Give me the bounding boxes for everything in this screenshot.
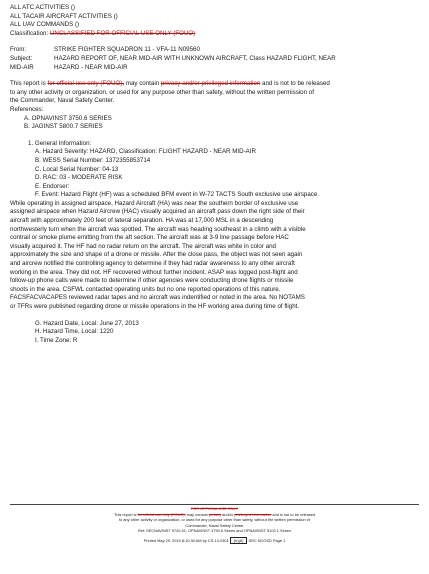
distribution-line: ALL ATC ACTIVITIES () bbox=[10, 4, 75, 11]
release-notice bbox=[10, 80, 419, 106]
general-info-item: B. WESS Serial Number: 1372355853714 bbox=[35, 156, 151, 164]
footer-printed: Printed May 29, 2019 8:10:30 AM by CS-13-0301 bbox=[143, 537, 229, 543]
notice-text: This report is bbox=[10, 80, 46, 88]
classification-value: UNCLASSIFIED FOR OFFICIAL USE ONLY (FOUO) bbox=[49, 29, 196, 37]
subject-value: HAZARD REPORT OF, NEAR MID-AIR WITH UNKNOWN AIRCRAFT, Class HAZARD FLIGHT, NEAR bbox=[54, 54, 336, 62]
time-zone: I. Time Zone: R bbox=[35, 336, 78, 344]
event-line: northwesterly turn when the aircraft was spotted. The aircraft was heading southeast in a climb with a visible bbox=[10, 225, 306, 233]
subject-line-2 bbox=[10, 64, 419, 73]
from-label: From: bbox=[10, 46, 27, 54]
subject-line bbox=[10, 55, 419, 64]
notice-line: the Commander, Naval Safety Center. bbox=[10, 97, 115, 105]
footer-divider bbox=[10, 504, 419, 505]
event-line: follow-up phone calls were made to determine if other agencies were conducting drone flights or missile bbox=[10, 277, 294, 285]
general-info-item: C. Local Serial Number: 04-13 bbox=[35, 165, 119, 173]
event-line: approximately the size and shape of a drone or missile. After the close pass, the object was not seen again bbox=[10, 251, 303, 259]
footer-line: Commander, Naval Safety Center bbox=[185, 522, 244, 528]
distribution-line: ALL UAV COMMANDS () bbox=[10, 21, 80, 29]
footer-pages: SRC NCOSD Page 1 bbox=[248, 537, 286, 543]
general-info-item: D. RAC: 03 - MODERATE RISK bbox=[35, 174, 123, 182]
references-label: References: bbox=[10, 105, 44, 113]
notice-line: to any other activity or organization, or used for any purpose other than safety, without the written permission of bbox=[10, 88, 314, 96]
classification-line bbox=[10, 30, 419, 39]
footer-text: and is not to be released bbox=[271, 511, 316, 517]
event-line: working in the area. They did not. HF recovered without further incident. ASAP was logged post-flight and bbox=[10, 268, 298, 276]
hazard-time: H. Hazard Time, Local: 1220 bbox=[35, 328, 114, 336]
event-line: assigned airspace when Hazard Aircrew (HAC) visually acquired an aircraft pass down the right side of their bbox=[10, 208, 305, 216]
notice-text: and is not to be released bbox=[260, 80, 330, 88]
footer-banner: FOR OFFICIAL USE ONLY bbox=[190, 506, 239, 511]
event-line: visually acquired it. The HF had no radar return on the aircraft. The aircraft was white in color and bbox=[10, 242, 276, 250]
subject-label: Subject: bbox=[10, 54, 33, 62]
page-footer bbox=[0, 506, 429, 544]
hazard-date: G. Hazard Date, Local: June 27, 2013 bbox=[35, 319, 139, 327]
reference-item: A. OPNAVINST 3750.6 SERIES bbox=[24, 114, 112, 122]
footer-line: to any other activity or organization, or used for any purpose other than safety, without the written permission of bbox=[118, 517, 311, 523]
footer-privileged: privileged information bbox=[234, 511, 272, 517]
footer-redaction-box: (b)(6) bbox=[230, 537, 248, 544]
event-narrative-body bbox=[10, 208, 419, 311]
footer-text: and/or bbox=[221, 511, 235, 517]
event-line: and aircrew notified the controlling agency to determine if they had radar awareness to any other aircraft bbox=[10, 260, 295, 268]
event-line: contrail or smoke plume emitting from the aft section. The aircraft was at 3-9 line passage before HAC bbox=[10, 234, 289, 242]
distribution-line: ALL TACAIR AIRCRAFT ACTIVITIES () bbox=[10, 12, 118, 20]
footer-text: may contain bbox=[185, 511, 209, 517]
event-line: or TFRs were published regarding drone or missile operations in the HF working area during time of flight. bbox=[10, 303, 300, 310]
notice-text: may contain bbox=[124, 80, 160, 88]
notice-fouo: for official use only (FOUO), bbox=[47, 80, 125, 88]
event-narrative bbox=[10, 191, 419, 208]
event-line: F. Event: Hazard Flight (HF) was a scheduled BFM event in W-72 TACTS South exclusive use airspace. bbox=[35, 191, 320, 199]
notice-privacy: privacy and/or privileged information bbox=[160, 80, 261, 88]
footer-text: This report is bbox=[113, 511, 138, 517]
footer-fouo: for official use only (FOUO), bbox=[137, 511, 186, 517]
general-info-heading: 1. General Information: bbox=[28, 139, 92, 147]
classification-label: Classification: bbox=[10, 29, 49, 37]
event-line: FACSFACVACAPES reviewed radar tapes and no aircraft was indentified or noted in the area. No NOTAMS bbox=[10, 294, 305, 302]
subject-mid-air: MID-AIR bbox=[10, 63, 34, 71]
general-info-item: A. Hazard Severity: HAZARD, Classification: FLIGHT HAZARD - NEAR MID-AIR bbox=[35, 148, 256, 156]
footer-privacy: privacy bbox=[208, 511, 222, 517]
from-line bbox=[10, 46, 419, 55]
event-line: shoots in the area. CSFWL contacted operating units but no one reported operations of this nature. bbox=[10, 285, 281, 293]
event-line: aircraft with approximately 200 feet of lateral separation. HA was at 17,000 MSL in a descending bbox=[10, 217, 274, 225]
subject-hazard: HAZARD - NEAR MID-AIR bbox=[54, 63, 128, 71]
from-value: STRIKE FIGHTER SQUADRON 11 - VFA-11 N09560 bbox=[54, 46, 200, 54]
event-line: While operating in assigned airspace, Hazard Aircraft (HA) was near the southern border of exclusive use bbox=[10, 199, 299, 207]
footer-printed-line bbox=[0, 538, 429, 544]
reference-item: B. JAGINST 5800.7 SERIES bbox=[24, 123, 103, 131]
general-info-item: E. Endorser: bbox=[35, 182, 70, 190]
footer-line: Ref: SECNAVINST 5720.42, OPNAVINST 3750.6 Series and OPNAVINST 5102.1 Series bbox=[137, 528, 292, 534]
